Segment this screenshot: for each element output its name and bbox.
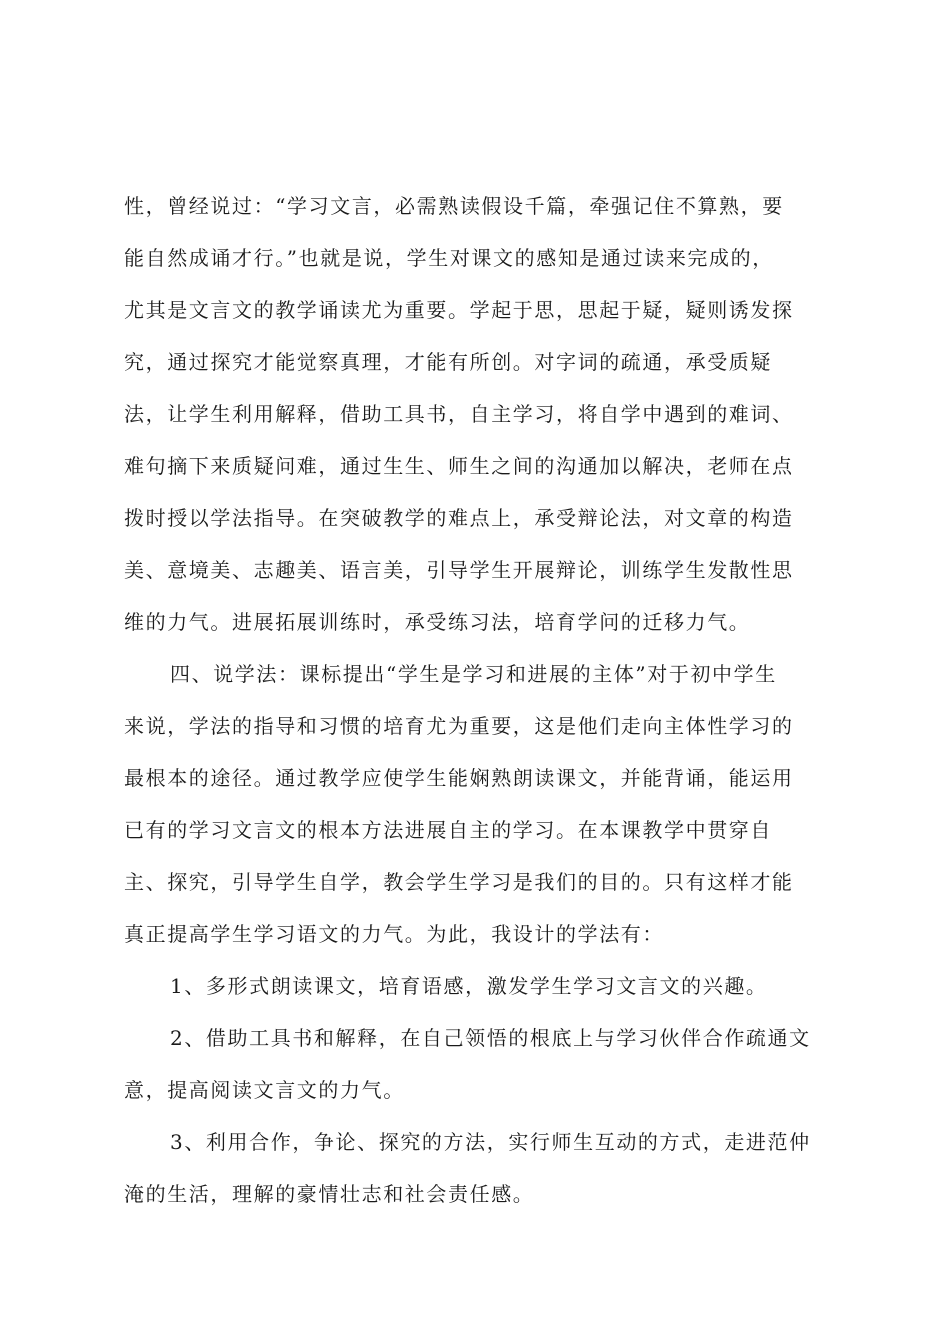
text-line: 性，曾经说过：“学习文言，必需熟读假设千篇，牵强记住不算熟，要 [124, 194, 784, 218]
text-line: 维的力气。进展拓展训练时，承受练习法，培育学问的迁移力气。 [124, 610, 751, 634]
text-line: 主、探究，引导学生自学，教会学生学习是我们的目的。只有这样才能 [124, 870, 794, 894]
text-line: 究，通过探究才能觉察真理，才能有所创。对字词的疏通，承受质疑 [124, 350, 772, 374]
section-heading-line: 四、说学法：课标提出“学生是学习和进展的主体”对于初中学生 [170, 662, 777, 686]
text-line: 美、意境美、志趣美、语言美，引导学生开展辩论，训练学生发散性思 [124, 558, 794, 582]
text-line: 最根本的途径。通过教学应使学生能娴熟朗读课文，并能背诵，能运用 [124, 766, 794, 790]
text-line: 尤其是文言文的教学诵读尤为重要。学起于思，思起于疑，疑则诱发探 [124, 298, 794, 322]
text-line: 法，让学生利用解释，借助工具书，自主学习，将自学中遇到的难词、 [124, 402, 794, 426]
text-line: 淹的生活，理解的豪情壮志和社会责任感。 [124, 1182, 535, 1206]
text-line: 拨时授以学法指导。在突破教学的难点上，承受辩论法，对文章的构造 [124, 506, 794, 530]
text-line: 真正提高学生学习语文的力气。为此，我设计的学法有： [124, 922, 664, 946]
list-item: 1、多形式朗读课文，培育语感，激发学生学习文言文的兴趣。 [170, 974, 768, 998]
text-line: 来说，学法的指导和习惯的培育尤为重要，这是他们走向主体性学习的 [124, 714, 794, 738]
list-item: 2、借助工具书和解释，在自己领悟的根底上与学习伙伴合作疏通文 [170, 1026, 811, 1050]
body-text [124, 180, 836, 1220]
text-line: 难句摘下来质疑问难，通过生生、师生之间的沟通加以解决，老师在点 [124, 454, 794, 478]
text-line: 意，提高阅读文言文的力气。 [124, 1078, 405, 1102]
list-item: 3、利用合作，争论、探究的方法，实行师生互动的方式，走进范仲 [170, 1130, 811, 1154]
text-line: 已有的学习文言文的根本方法进展自主的学习。在本课教学中贯穿自 [124, 818, 772, 842]
text-line: 能自然成诵才行。”也就是说，学生对课文的感知是通过读来完成的， [124, 246, 774, 270]
